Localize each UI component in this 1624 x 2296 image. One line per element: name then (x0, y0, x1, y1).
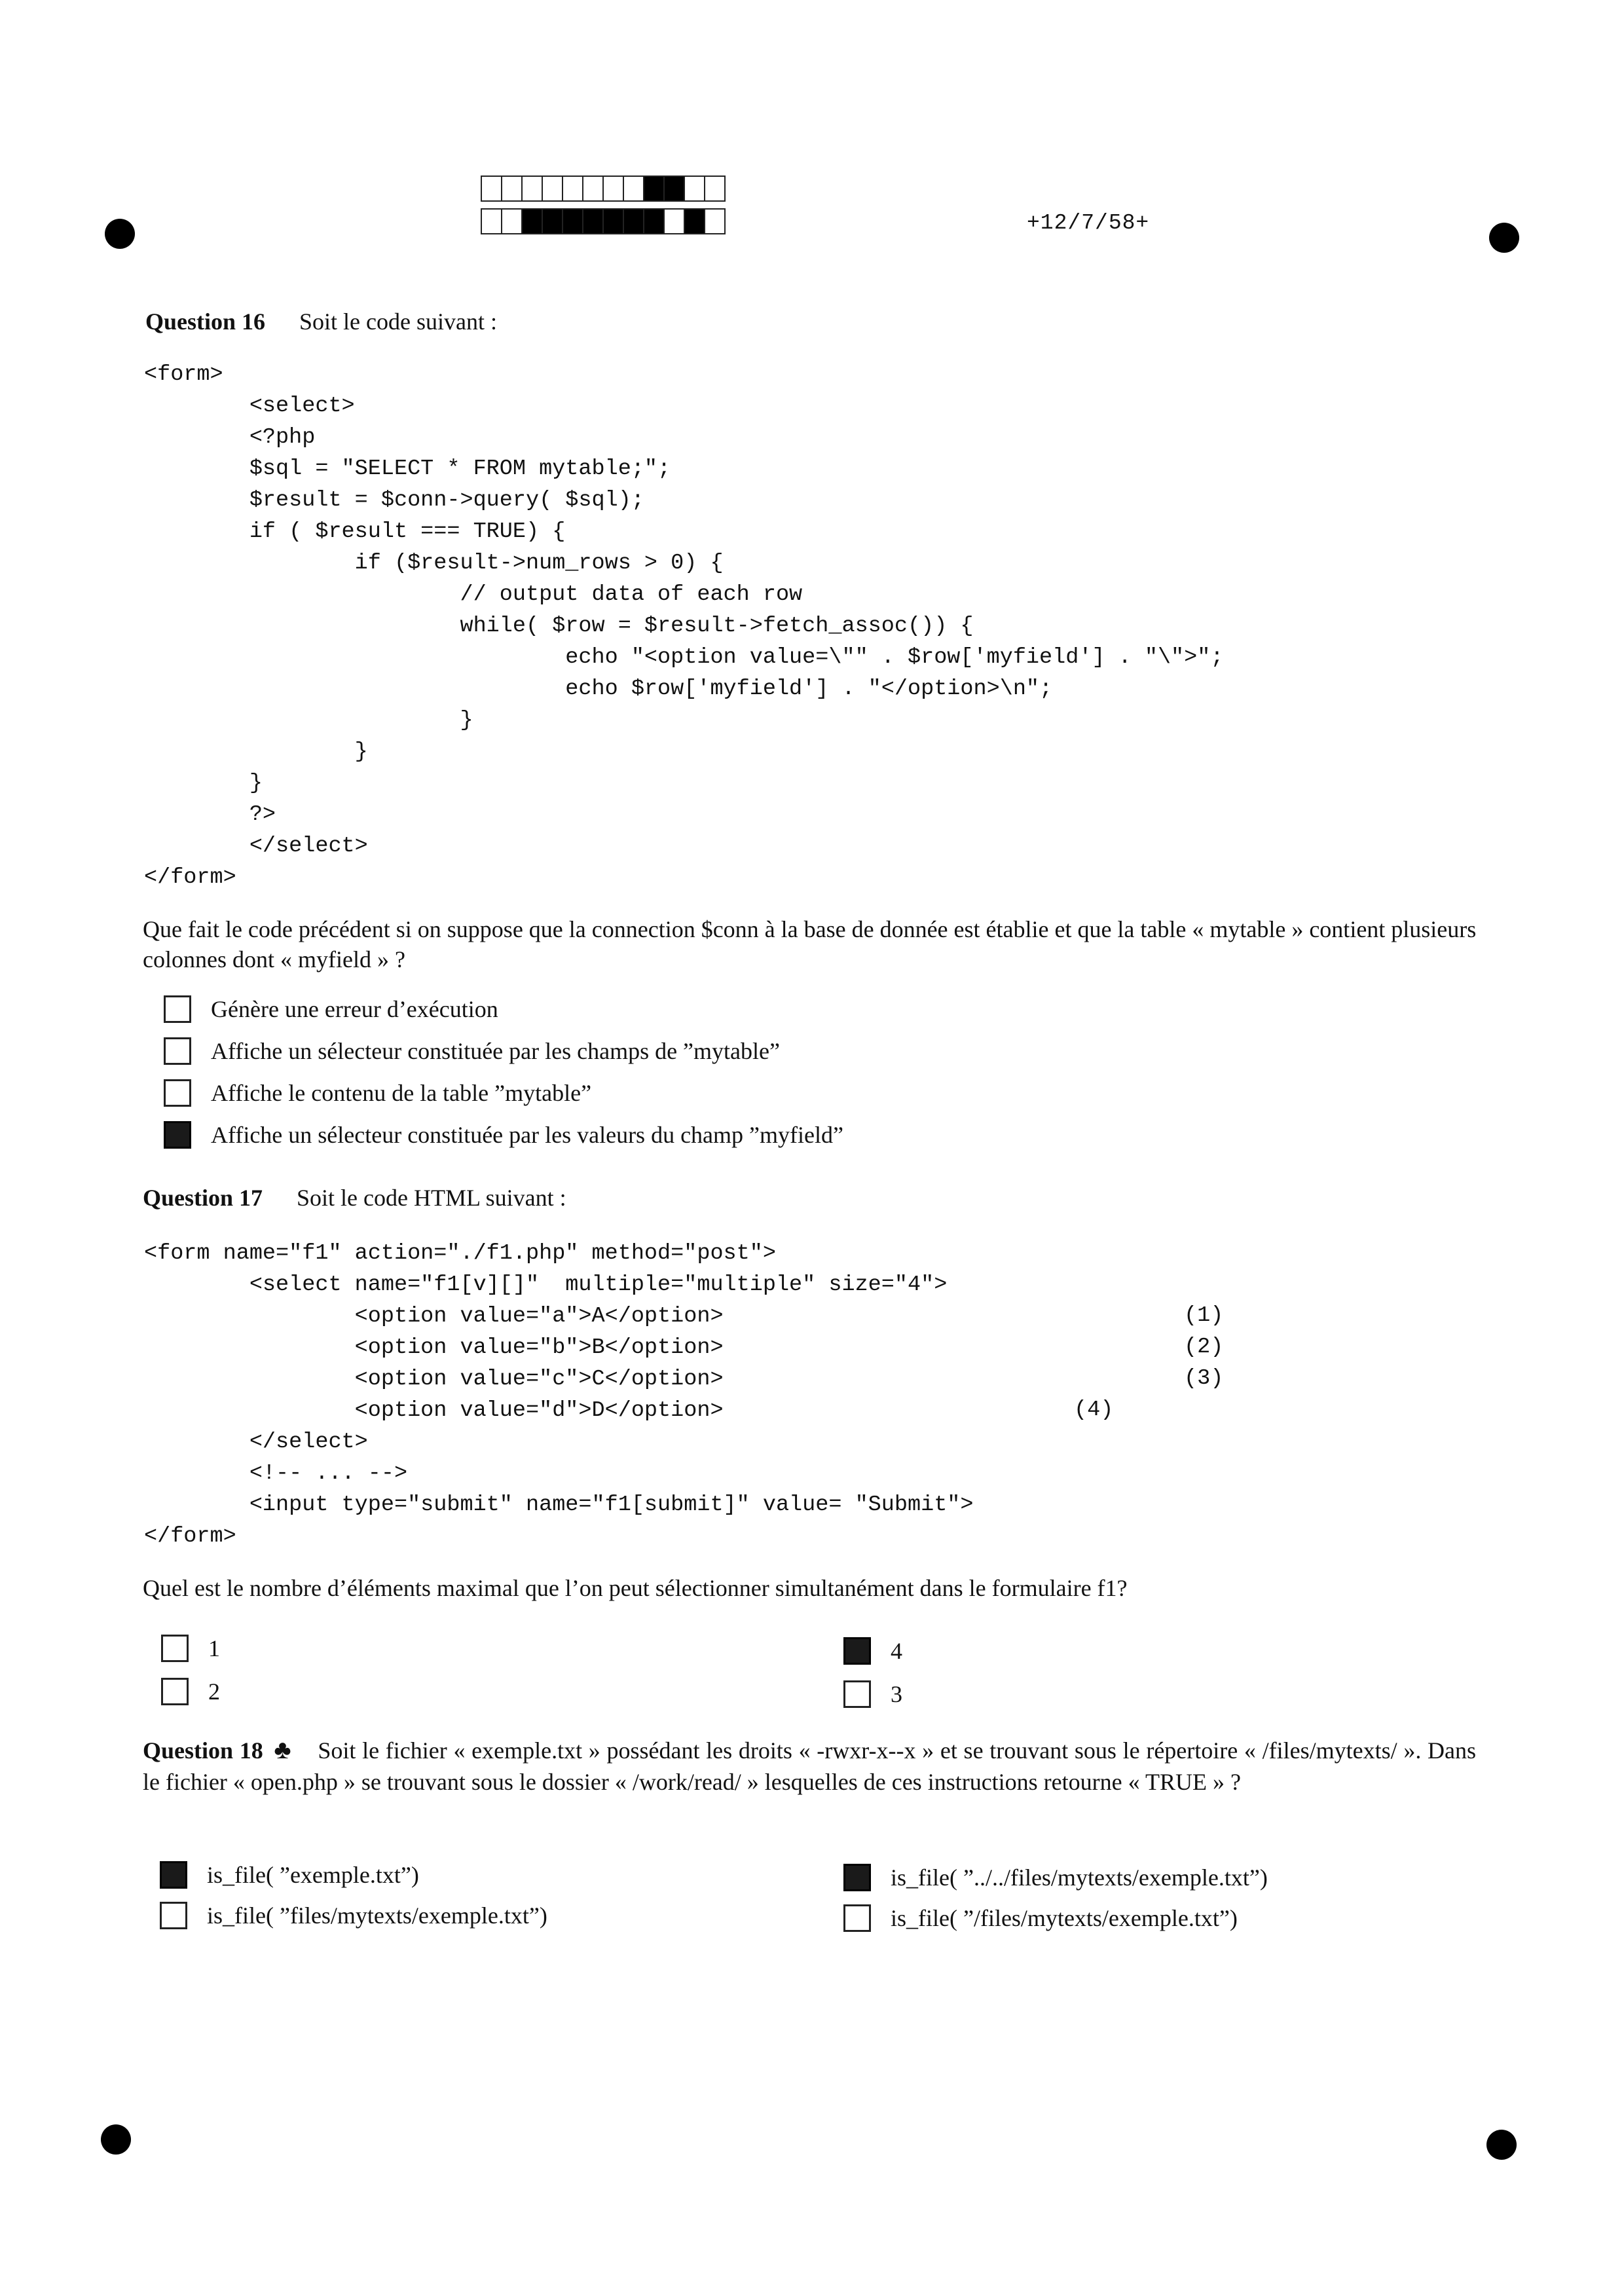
q16-option-1[interactable] (164, 995, 498, 1023)
barcode-row-2 (481, 208, 724, 234)
question-intro: Soit le code HTML suivant : (297, 1185, 566, 1211)
q16-option-4[interactable] (164, 1121, 843, 1149)
code-line: echo "<option value=\"" . $row['myfield'] . "\">"; (144, 645, 1224, 670)
code-line: } (144, 771, 263, 796)
question-16-header (145, 308, 497, 335)
checkbox[interactable] (160, 1902, 187, 1929)
code-line: <form> (144, 362, 223, 387)
checkbox[interactable] (164, 1037, 191, 1065)
code-line: <!-- ... --> (144, 1461, 408, 1486)
q16-option-2[interactable] (164, 1037, 780, 1065)
code-annotation: (1) (1184, 1303, 1224, 1328)
q17-option-3[interactable] (843, 1637, 902, 1665)
code-line: </select> (144, 1430, 368, 1454)
code-line: while( $row = $result->fetch_assoc()) { (144, 614, 974, 639)
question-number: Question 16 (145, 308, 266, 335)
question-number: Question 18 (143, 1737, 263, 1764)
code-line: <select name="f1[v][]" multiple="multiple" size="4"> (144, 1272, 948, 1297)
q17-option-4[interactable] (843, 1680, 902, 1708)
code-line: if ( $result === TRUE) { (144, 519, 566, 544)
code-line: <input type="submit" name="f1[submit]" value= "Submit"> (144, 1492, 974, 1517)
code-line: } (144, 708, 473, 733)
option-label: 3 (891, 1681, 902, 1707)
option-label: 2 (208, 1678, 220, 1705)
code-line: <select> (144, 394, 355, 418)
q17-option-2[interactable] (161, 1678, 220, 1705)
q16-option-3[interactable] (164, 1079, 591, 1107)
code-line: <option value="c">C</option> (144, 1367, 724, 1392)
checkbox[interactable] (161, 1678, 189, 1705)
code-line: <option value="b">B</option> (144, 1335, 724, 1360)
code-annotation: (4) (1074, 1398, 1114, 1422)
code-line: </select> (144, 834, 368, 859)
code-annotation: (2) (1184, 1335, 1224, 1360)
q18-option-1[interactable] (160, 1861, 419, 1889)
code-line: <option value="d">D</option> (144, 1398, 724, 1423)
code-line: </form> (144, 1524, 236, 1549)
code-line: <form name="f1" action="./f1.php" method="post"> (144, 1241, 776, 1266)
q17-question-text: Quel est le nombre d’éléments maximal que l’on peut sélectionner simultanément dans le formulaire f1? (143, 1575, 1128, 1601)
code-line: <option value="a">A</option> (144, 1304, 724, 1329)
club-icon: ♣ (273, 1735, 292, 1764)
checkbox[interactable] (843, 1680, 871, 1708)
code-line: echo $row['myfield'] . "</option>\n"; (144, 676, 1053, 701)
code-annotation: (3) (1184, 1366, 1224, 1391)
code-line: } (144, 739, 368, 764)
barcode-row-1 (481, 176, 724, 202)
option-label: is_file( ”files/mytexts/exemple.txt”) (207, 1902, 547, 1929)
checkbox-checked[interactable] (843, 1637, 871, 1665)
option-label: 1 (208, 1635, 220, 1661)
option-label: is_file( ”exemple.txt”) (207, 1862, 419, 1888)
q17-option-1[interactable] (161, 1635, 220, 1662)
option-label: 4 (891, 1638, 902, 1664)
q18-option-3[interactable] (843, 1864, 1268, 1891)
question-body: Soit le fichier « exemple.txt » possédant les droits « -rwxr-x--x » et se trouvant sous le répertoire « /files/mytexts/ ». Dans le fichier « open.php » se trouvant sous le dossier « /work/read/ » lesquelles de ces instructions retourne « TRUE » ? (143, 1737, 1477, 1795)
q16-code-block (144, 359, 1223, 893)
q17-code-block (144, 1238, 974, 1552)
option-label: Affiche le contenu de la table ”mytable” (211, 1080, 592, 1106)
question-number: Question 17 (143, 1185, 263, 1211)
registration-mark-bottom-right (1486, 2130, 1517, 2160)
q18-option-2[interactable] (160, 1902, 547, 1929)
code-line: // output data of each row (144, 582, 803, 607)
checkbox-checked[interactable] (160, 1861, 187, 1889)
checkbox-checked[interactable] (164, 1121, 191, 1149)
checkbox[interactable] (164, 995, 191, 1023)
option-label: is_file( ”../../files/mytexts/exemple.txt”) (891, 1864, 1268, 1891)
option-label: is_file( ”/files/mytexts/exemple.txt”) (891, 1905, 1238, 1931)
code-line: $sql = "SELECT * FROM mytable;"; (144, 456, 671, 481)
code-line: $result = $conn->query( $sql); (144, 488, 644, 513)
checkbox[interactable] (161, 1635, 189, 1662)
registration-mark-top-right (1489, 223, 1519, 253)
question-17-header (143, 1184, 566, 1212)
code-line: <?php (144, 425, 316, 450)
code-line: </form> (144, 865, 236, 890)
option-label: Génère une erreur d’exécution (211, 996, 498, 1022)
checkbox[interactable] (843, 1904, 871, 1932)
q18-question-text (143, 1734, 1476, 1798)
option-label: Affiche un sélecteur constituée par les champs de ”mytable” (211, 1038, 780, 1064)
q18-option-4[interactable] (843, 1904, 1238, 1932)
code-line: ?> (144, 802, 276, 827)
checkbox[interactable] (164, 1079, 191, 1107)
q16-question-text: Que fait le code précédent si on suppose que la connection $conn à la base de donnée est établie et que la table « mytable » contient plusieurs colonnes dont « myfield » ? (143, 916, 1477, 972)
code-line: if ($result->num_rows > 0) { (144, 551, 724, 576)
page-id: +12/7/58+ (1027, 211, 1150, 235)
option-label: Affiche un sélecteur constituée par les valeurs du champ ”myfield” (211, 1122, 843, 1148)
registration-mark-bottom-left (101, 2124, 131, 2155)
registration-mark-top-left (105, 219, 135, 249)
question-intro: Soit le code suivant : (299, 308, 497, 335)
checkbox-checked[interactable] (843, 1864, 871, 1891)
